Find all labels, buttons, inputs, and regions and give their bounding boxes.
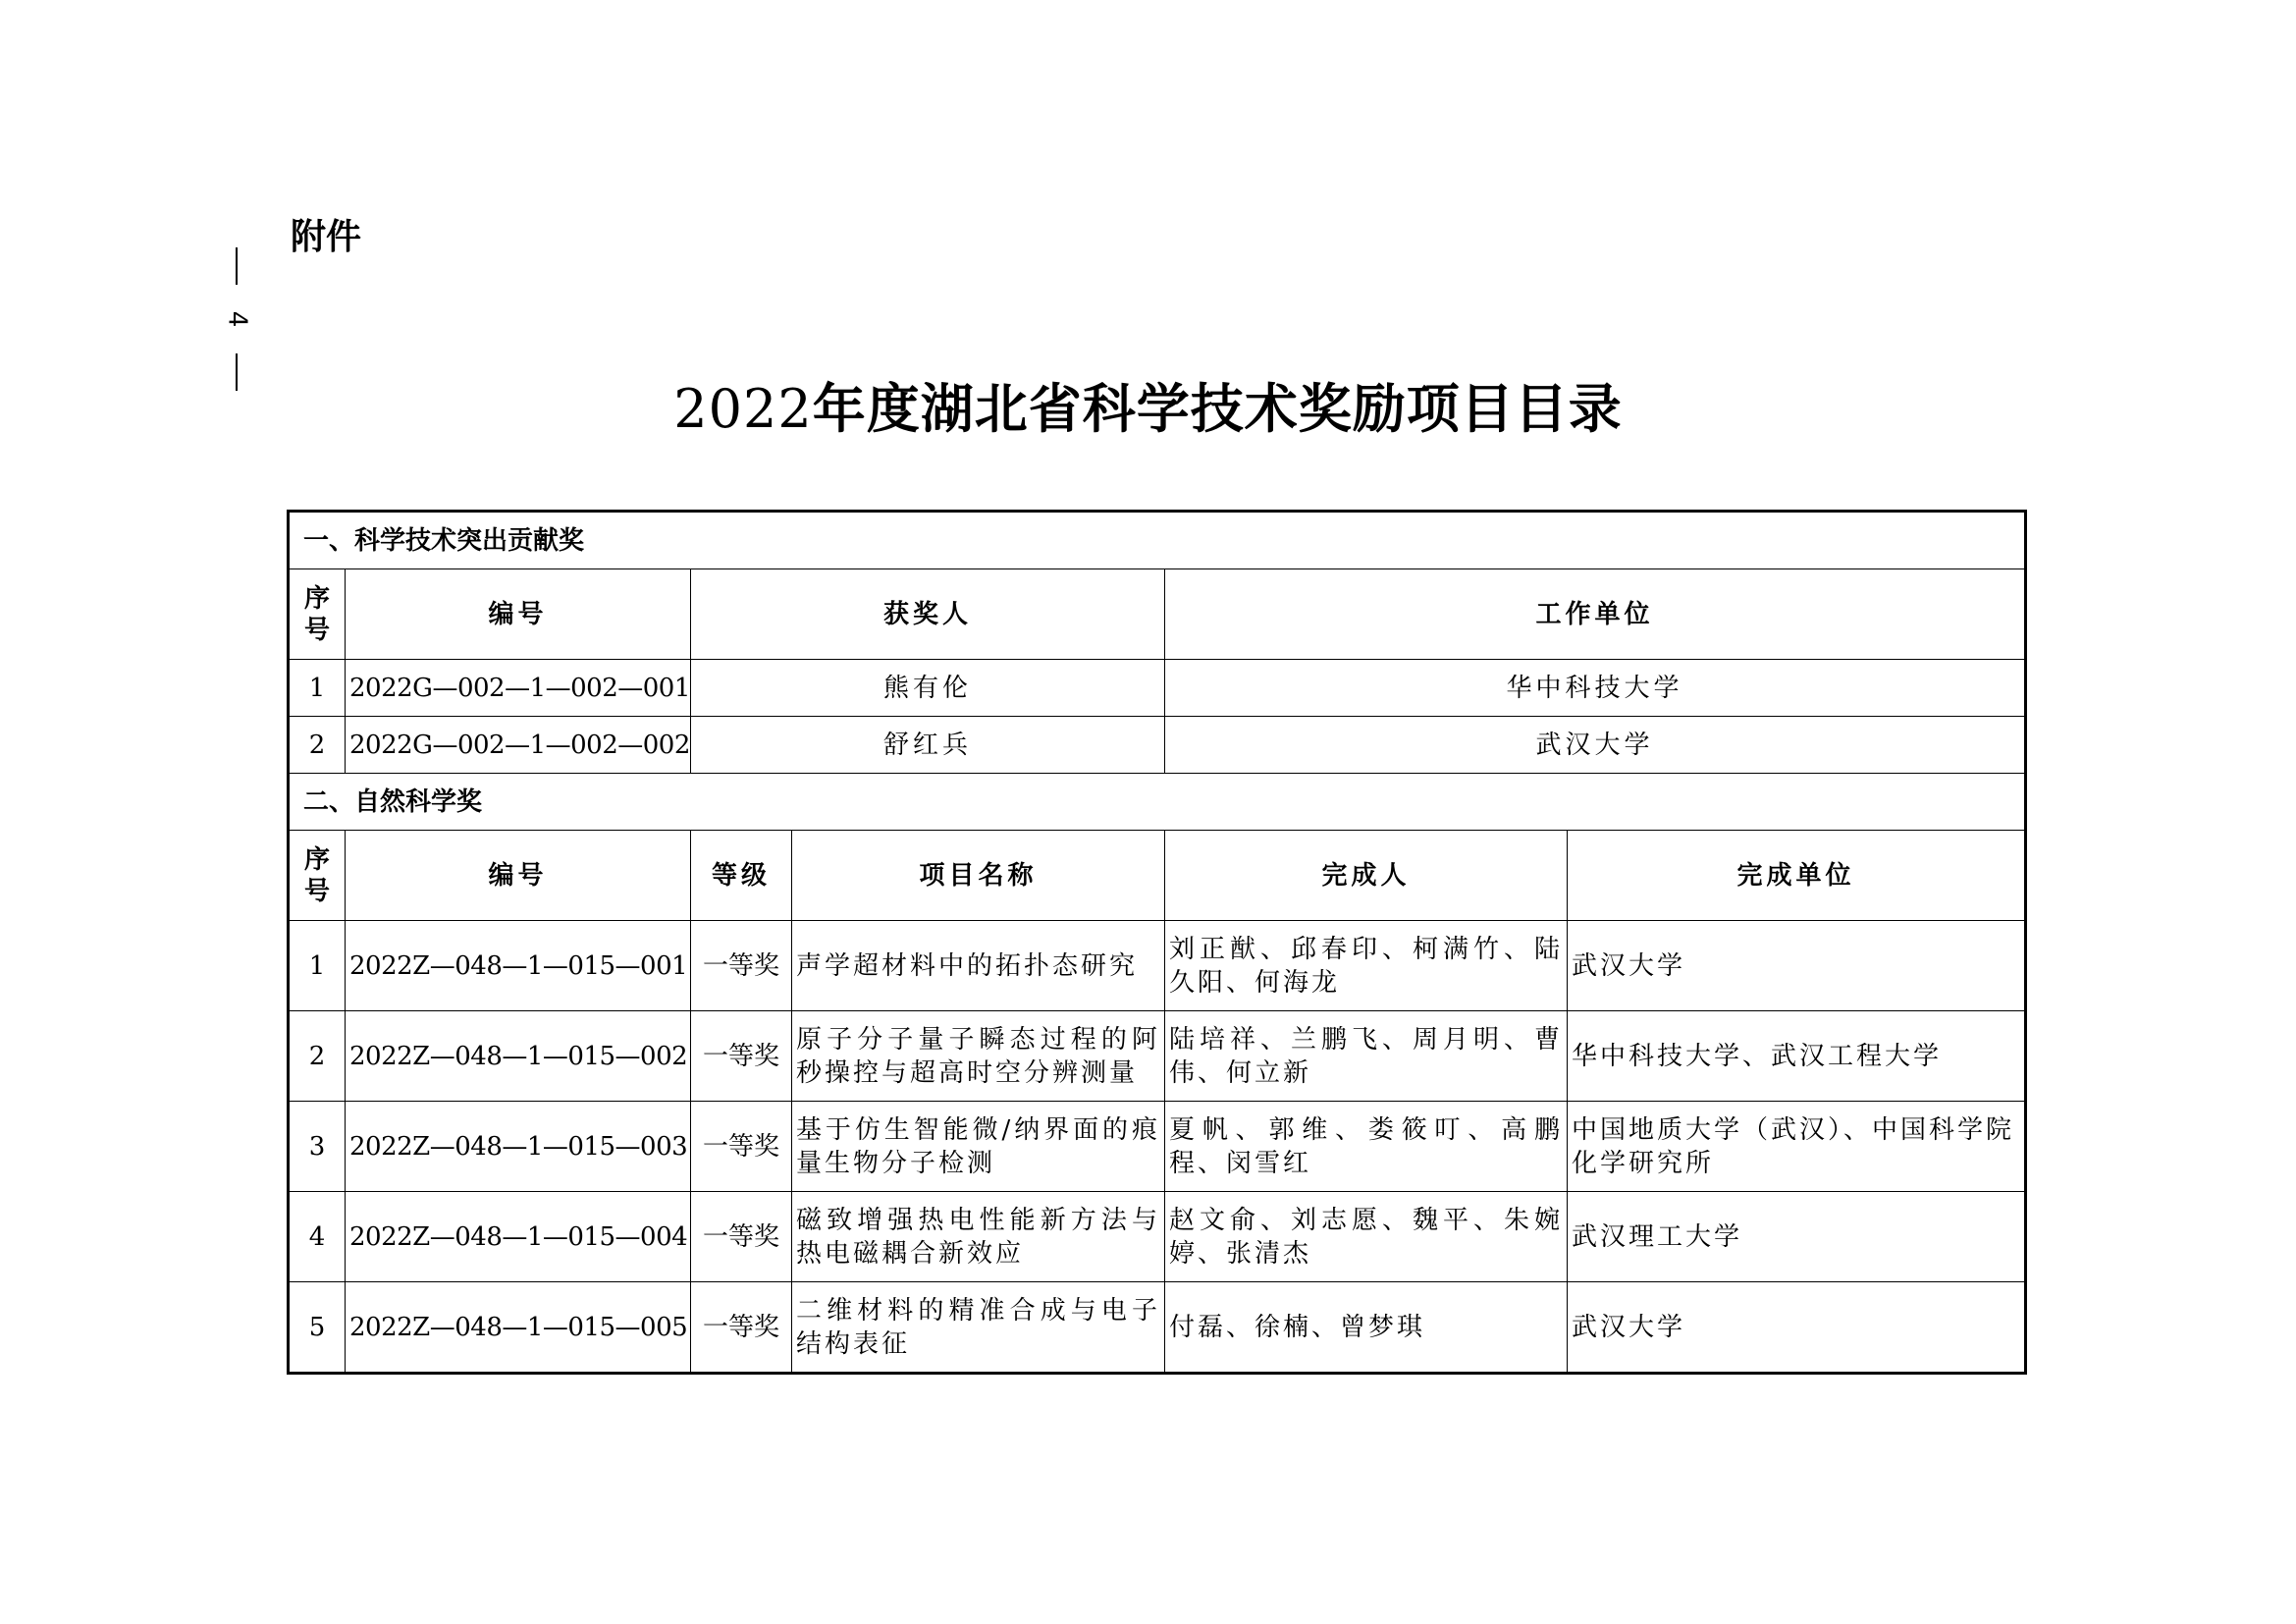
title-year: 2022 [673,378,813,440]
cell-code: 2022Z—048—1—015—003 [346,1102,691,1192]
cell-project: 原子分子量子瞬态过程的阿秒操控与超高时空分辨测量 [792,1011,1165,1102]
cell-seq: 2 [289,717,346,774]
cell-winner: 熊有伦 [691,660,1165,717]
header-grade: 等级 [691,831,792,921]
cell-grade: 一等奖 [691,1102,792,1192]
page-number-dash-top [236,247,238,285]
cell-people: 赵文俞、刘志愿、魏平、朱婉婷、张清杰 [1165,1192,1568,1282]
cell-grade: 一等奖 [691,1192,792,1282]
header-code: 编号 [346,569,691,660]
table-row [289,1102,2026,1192]
section-heading-row [289,512,2026,569]
table-row [289,1011,2026,1102]
cell-people: 刘正猷、邱春印、柯满竹、陆久阳、何海龙 [1165,921,1568,1011]
section-heading-row [289,774,2026,831]
cell-unit: 中国地质大学（武汉）、中国科学院化学研究所 [1568,1102,2026,1192]
cell-unit: 华中科技大学、武汉工程大学 [1568,1011,2026,1102]
cell-people: 陆培祥、兰鹏飞、周月明、曹伟、何立新 [1165,1011,1568,1102]
cell-seq: 5 [289,1282,346,1374]
cell-grade: 一等奖 [691,1011,792,1102]
header-seq: 序号 [289,831,346,921]
section1-header-row [289,569,2026,660]
cell-unit: 武汉大学 [1568,1282,2026,1374]
page-number: 4 [221,310,251,328]
cell-grade: 一等奖 [691,1282,792,1374]
section2-header-row [289,831,2026,921]
table-row [289,717,2026,774]
awards-table [287,510,2027,1375]
cell-people: 夏帆、郭维、娄筱叮、高鹏程、闵雪红 [1165,1102,1568,1192]
cell-grade: 一等奖 [691,921,792,1011]
header-work-unit: 工作单位 [1165,569,2026,660]
cell-seq: 3 [289,1102,346,1192]
header-seq: 序号 [289,569,346,660]
section1-heading: 一、科学技术突出贡献奖 [289,512,2026,569]
cell-unit: 武汉大学 [1568,921,2026,1011]
attachment-label: 附件 [291,217,362,257]
cell-winner: 舒红兵 [691,717,1165,774]
table-row [289,660,2026,717]
cell-code: 2022Z—048—1—015—001 [346,921,691,1011]
cell-seq: 4 [289,1192,346,1282]
cell-seq: 2 [289,1011,346,1102]
header-winner: 获奖人 [691,569,1165,660]
header-people: 完成人 [1165,831,1568,921]
cell-code: 2022Z—048—1—015—004 [346,1192,691,1282]
section2-heading: 二、自然科学奖 [289,774,2026,831]
cell-code: 2022Z—048—1—015—002 [346,1011,691,1102]
cell-code: 2022Z—048—1—015—005 [346,1282,691,1374]
table-row [289,1192,2026,1282]
cell-unit: 武汉理工大学 [1568,1192,2026,1282]
table-row [289,1282,2026,1374]
document-title [0,367,2296,443]
header-code: 编号 [346,831,691,921]
header-unit: 完成单位 [1568,831,2026,921]
table-row [289,921,2026,1011]
cell-people: 付磊、徐楠、曾梦琪 [1165,1282,1568,1374]
title-text: 年度湖北省科学技术奖励项目目录 [812,377,1623,440]
cell-seq: 1 [289,921,346,1011]
cell-code: 2022G—002—1—002—002 [346,717,691,774]
cell-code: 2022G—002—1—002—001 [346,660,691,717]
cell-seq: 1 [289,660,346,717]
cell-project: 声学超材料中的拓扑态研究 [792,921,1165,1011]
cell-project: 基于仿生智能微/纳界面的痕量生物分子检测 [792,1102,1165,1192]
header-project: 项目名称 [792,831,1165,921]
cell-project: 磁致增强热电性能新方法与热电磁耦合新效应 [792,1192,1165,1282]
cell-unit: 华中科技大学 [1165,660,2026,717]
cell-project: 二维材料的精准合成与电子结构表征 [792,1282,1165,1374]
cell-unit: 武汉大学 [1165,717,2026,774]
